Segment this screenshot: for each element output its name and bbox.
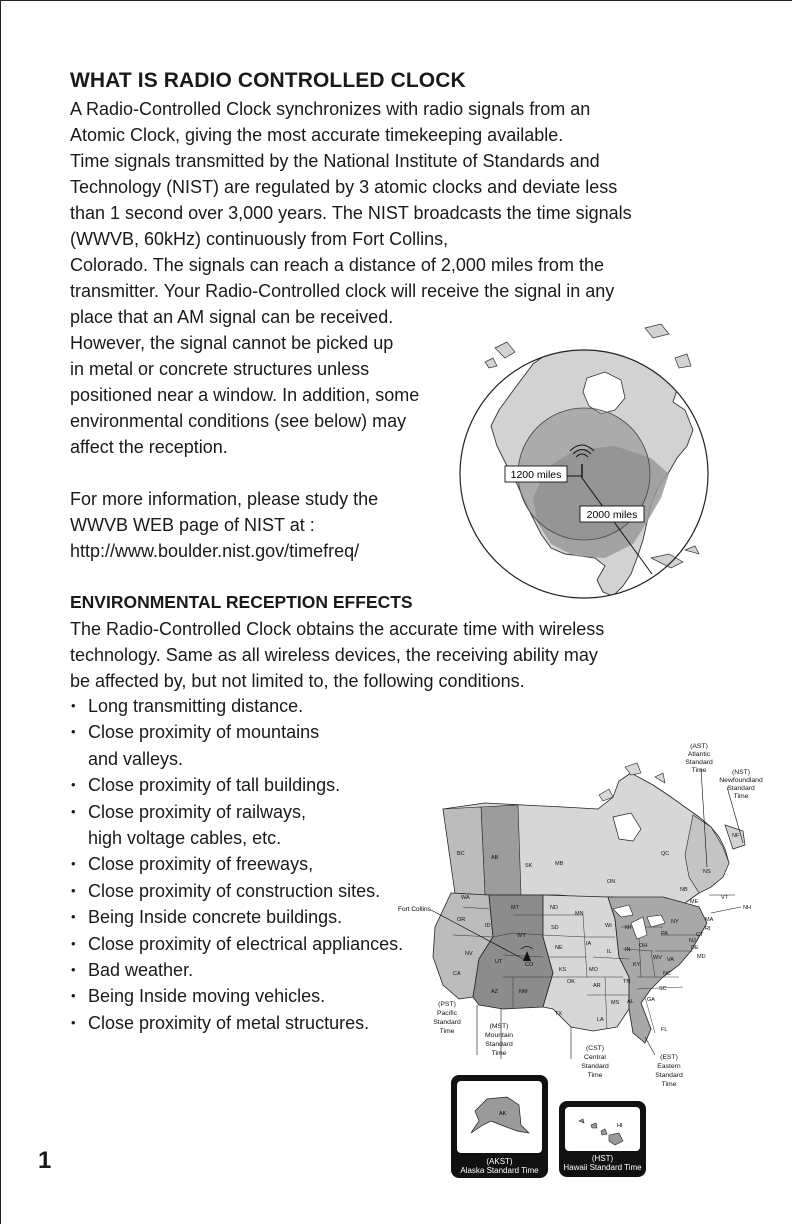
cst-label: (CST) — [585, 1045, 605, 1052]
intro-line: Technology (NIST) are regulated by 3 atomic clocks and deviate less — [70, 177, 618, 197]
condition-continuation: and valleys. — [88, 748, 184, 769]
nst-label: Standard — [727, 785, 755, 792]
cst-label: Standard — [581, 1063, 609, 1070]
est-label: Standard — [655, 1072, 683, 1079]
state-label: AB — [491, 855, 499, 861]
intro-line: affect the reception. — [70, 437, 228, 457]
state-label: WI — [605, 923, 612, 929]
state-label: OR — [457, 917, 466, 923]
info-line: For more information, please study the — [70, 489, 379, 509]
env-line: technology. Same as all wireless devices, the receiving ability may — [70, 645, 598, 665]
intro-line: Atomic Clock, giving the most accurate timekeeping available. — [70, 125, 564, 145]
state-label: KS — [559, 967, 567, 973]
state-label: NJ — [689, 938, 696, 944]
state-label: NB — [680, 887, 688, 893]
state-label: AK — [499, 1111, 507, 1117]
est-label: Time — [661, 1081, 677, 1087]
state-label: TN — [623, 979, 631, 985]
mst-label: (MST) — [489, 1023, 509, 1030]
state-label: UT — [495, 959, 503, 965]
condition-item: • Being Inside concrete buildings. — [70, 904, 403, 930]
condition-item: • Bad weather. — [70, 957, 403, 983]
intro-line: positioned near a window. In addition, some — [70, 385, 420, 405]
state-label: FL — [661, 1027, 668, 1033]
akst-label: (AKST) — [486, 1157, 513, 1166]
state-label: MI — [625, 925, 632, 931]
condition-item: • Close proximity of construction sites. — [70, 878, 403, 904]
state-label: WV — [653, 955, 662, 961]
state-label: MB — [555, 861, 564, 867]
condition-item: • Close proximity of mountains — [70, 719, 403, 745]
condition-item-continued — [70, 746, 403, 772]
pst-label: (PST) — [438, 1001, 456, 1008]
intro-line: place that an AM signal can be received. — [70, 307, 394, 327]
state-label: ND — [550, 905, 558, 911]
conditions-list — [70, 693, 403, 1036]
state-label: CA — [453, 971, 461, 977]
nst-label: Newfoundland — [719, 777, 763, 784]
ast-label: Atlantic — [687, 751, 711, 758]
pst-label: Time — [439, 1028, 455, 1035]
state-label: SC — [659, 986, 667, 992]
intro-line: (WWVB, 60kHz) continuously from Fort Collins, — [70, 229, 449, 249]
state-label: HI — [617, 1123, 623, 1129]
est-label: Eastern — [657, 1063, 681, 1070]
intro-line: Time signals transmitted by the National Institute of Standards and — [70, 151, 600, 171]
state-label: BC — [457, 851, 465, 857]
page-title: WHAT IS RADIO CONTROLLED CLOCK — [70, 69, 466, 92]
cst-label: Time — [587, 1072, 603, 1079]
state-label: NY — [671, 919, 679, 925]
state-label: MO — [589, 967, 598, 973]
state-label: MN — [575, 911, 584, 917]
ast-label: Time — [691, 767, 707, 774]
state-label: DE — [691, 945, 699, 951]
hawaii-inset-map — [565, 1107, 640, 1151]
state-label: AZ — [491, 989, 499, 995]
env-line: be affected by, but not limited to, the following conditions. — [70, 671, 525, 691]
reception-range-globe — [455, 318, 715, 618]
intro-line: Colorado. The signals can reach a distance of 2,000 miles from the — [70, 255, 604, 275]
state-label: KY — [633, 962, 641, 968]
mst-label: Standard — [485, 1041, 513, 1048]
state-label: IA — [586, 941, 592, 947]
state-label: MS — [611, 1000, 620, 1006]
page-number: 1 — [38, 1147, 52, 1174]
intro-line: than 1 second over 3,000 years. The NIST broadcasts the time signals — [70, 203, 632, 223]
page-border-left — [0, 0, 1, 1224]
alaska-inset-map — [457, 1081, 542, 1153]
state-label: MD — [697, 954, 706, 960]
mst-label: Mountain — [485, 1032, 513, 1039]
condition-item: • Close proximity of railways, — [70, 799, 403, 825]
state-label: TX — [555, 1011, 563, 1017]
env-line: The Radio-Controlled Clock obtains the accurate time with wireless — [70, 619, 605, 639]
time-zone-map — [393, 737, 792, 1087]
pst-label: Standard — [433, 1019, 461, 1026]
state-label: VT — [721, 895, 729, 901]
alaska-inset — [451, 1075, 548, 1178]
hst-label: (HST) — [591, 1154, 614, 1163]
state-label: IN — [625, 947, 631, 953]
nst-label: Time — [733, 793, 749, 800]
mountain-zone-canada — [481, 805, 521, 895]
state-label: MA — [705, 917, 714, 923]
condition-item: • Long transmitting distance. — [70, 693, 403, 719]
nist-url-link[interactable]: http://www.boulder.nist.gov/timefreq/ — [70, 541, 360, 561]
state-label: CT — [696, 932, 704, 938]
condition-item: • Close proximity of electrical appliances. — [70, 931, 403, 957]
intro-line: in metal or concrete structures unless — [70, 359, 370, 379]
state-label: SD — [551, 925, 559, 931]
state-label: NE — [555, 945, 563, 951]
atlantic-zone-canada — [685, 815, 729, 893]
ast-label: Standard — [685, 759, 713, 766]
state-label: NS — [703, 869, 711, 875]
state-label: NV — [465, 951, 473, 957]
nst-label: (NST) — [731, 769, 751, 776]
state-label: VA — [667, 957, 674, 963]
state-label: OH — [639, 943, 648, 949]
state-label: QC — [661, 851, 670, 857]
state-label: SK — [525, 863, 533, 869]
caribbean-islands — [651, 546, 699, 568]
hst-label: Hawaii Standard Time — [563, 1163, 642, 1172]
intro-line: environmental conditions (see below) may — [70, 411, 407, 431]
state-label: IL — [607, 949, 612, 955]
state-label: RI — [705, 926, 711, 932]
pst-label: Pacific — [436, 1010, 458, 1017]
condition-item: • Close proximity of metal structures. — [70, 1010, 403, 1036]
condition-item-continued — [70, 825, 403, 851]
condition-continuation: high voltage cables, etc. — [88, 828, 282, 849]
intro-line: A Radio-Controlled Clock synchronizes with radio signals from an — [70, 99, 591, 119]
state-label: OK — [567, 979, 575, 985]
state-label: PA — [661, 931, 668, 937]
env-heading: ENVIRONMENTAL RECEPTION EFFECTS — [70, 592, 413, 612]
state-label: NC — [663, 971, 671, 977]
state-label: AL — [627, 999, 634, 1005]
state-label: NM — [519, 989, 528, 995]
est-label: (EST) — [660, 1054, 678, 1061]
state-label: NF — [732, 833, 740, 839]
state-label: WY — [517, 933, 526, 939]
state-label: NH — [743, 905, 751, 911]
state-label: GA — [647, 997, 655, 1003]
hawaii-shape — [565, 1107, 640, 1151]
hawaii-inset — [559, 1101, 646, 1177]
condition-item: • Being Inside moving vehicles. — [70, 983, 403, 1009]
state-label: ID — [485, 923, 491, 929]
mst-label: Time — [491, 1050, 507, 1057]
info-line: WWVB WEB page of NIST at : — [70, 515, 315, 535]
page-border-top — [0, 0, 792, 1]
ast-label: (AST) — [690, 743, 708, 750]
state-label: WA — [461, 895, 470, 901]
label-2000-miles: 2000 miles — [586, 509, 638, 521]
cst-label: Central — [584, 1054, 606, 1061]
label-1200-miles: 1200 miles — [510, 469, 562, 481]
state-label: ON — [607, 879, 616, 885]
intro-line: However, the signal cannot be picked up — [70, 333, 394, 353]
alaska-shape — [457, 1081, 542, 1153]
condition-item: • Close proximity of freeways, — [70, 851, 403, 877]
state-label: MT — [511, 905, 519, 911]
akst-label: Alaska Standard Time — [460, 1166, 539, 1175]
fort-collins-label: Fort Collins — [398, 906, 431, 913]
intro-line: transmitter. Your Radio-Controlled clock will receive the signal in any — [70, 281, 615, 301]
state-label: ME — [690, 899, 699, 905]
state-label: LA — [597, 1017, 604, 1023]
state-label: AR — [593, 983, 601, 989]
state-label: CO — [525, 962, 534, 968]
condition-item: • Close proximity of tall buildings. — [70, 772, 403, 798]
